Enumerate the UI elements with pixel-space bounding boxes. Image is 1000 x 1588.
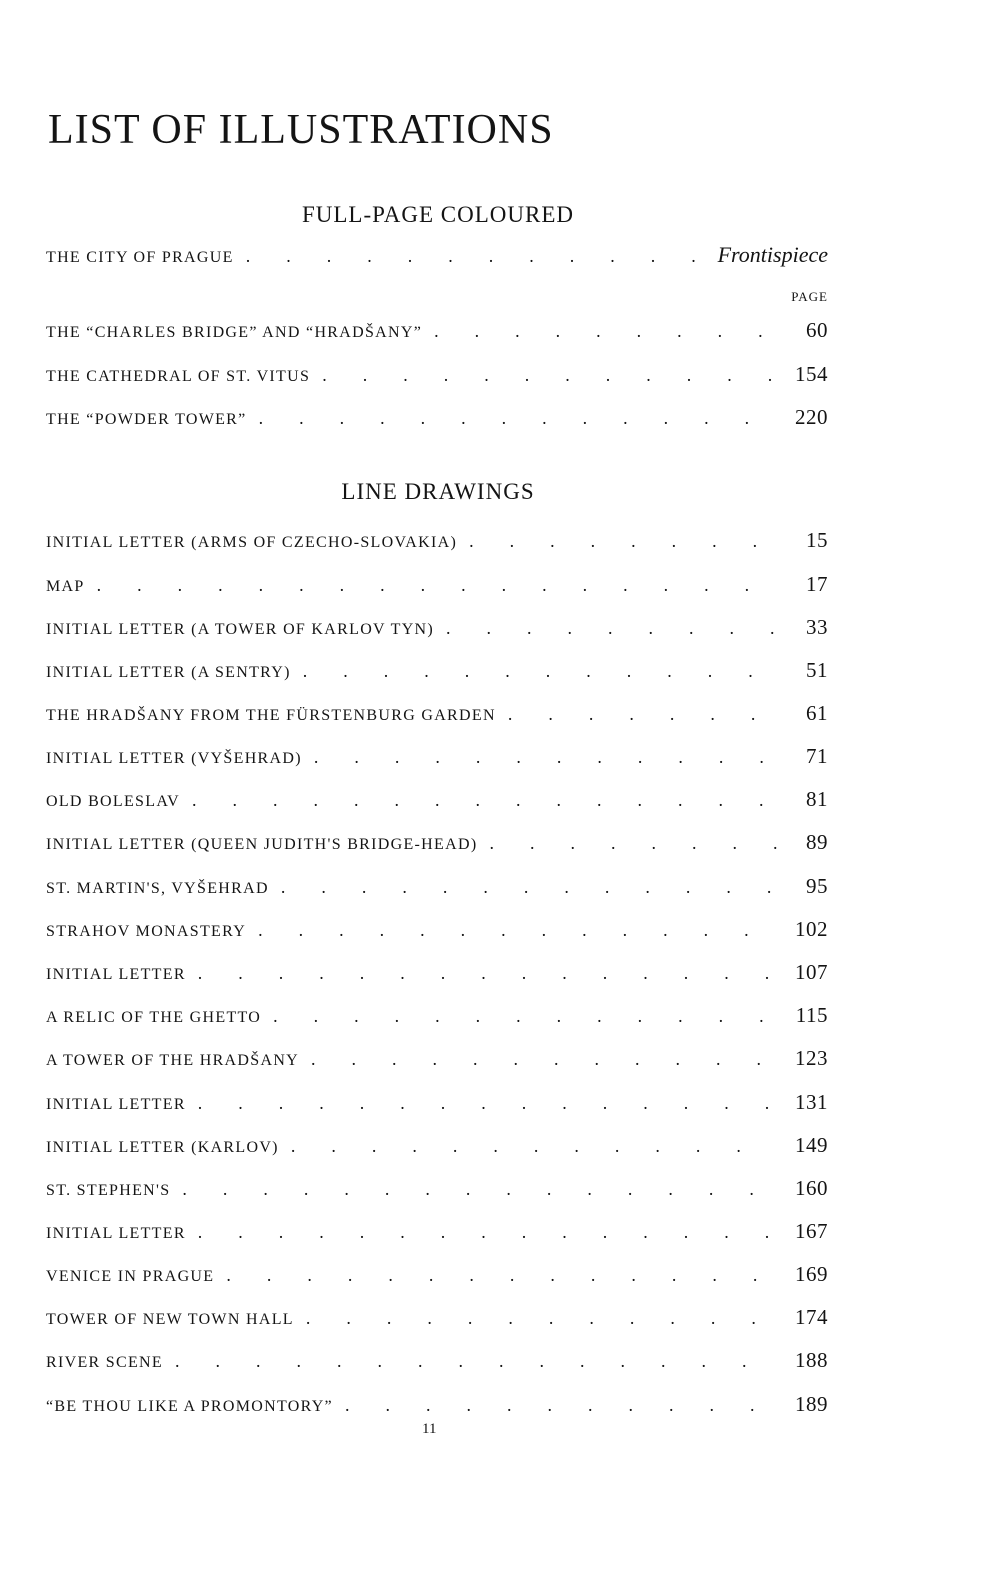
list-item (46, 874, 828, 904)
illustration-title: INITIAL LETTER (46, 966, 186, 983)
dot-leader (226, 1265, 778, 1286)
list-item (46, 1305, 828, 1335)
illustration-title: INITIAL LETTER (QUEEN JUDITH'S BRIDGE-HEAD) (46, 836, 478, 853)
illustration-title: MAP (46, 578, 85, 595)
list-item (46, 572, 828, 602)
illustration-title: TOWER OF NEW TOWN HALL (46, 1311, 294, 1328)
illustration-title: A TOWER OF THE HRADŠANY (46, 1052, 300, 1069)
dot-leader (198, 1222, 778, 1243)
illustration-title: INITIAL LETTER (KARLOV) (46, 1139, 279, 1156)
illustration-title: “BE THOU LIKE A PROMONTORY” (46, 1398, 333, 1415)
illustration-title: THE “CHARLES BRIDGE” AND “HRADŠANY” (46, 324, 423, 341)
list-item (46, 701, 828, 731)
list-item (46, 960, 828, 990)
dot-leader (345, 1395, 778, 1416)
section-heading-full-page-coloured: FULL-PAGE COLOURED (301, 202, 575, 227)
list-item (46, 1262, 828, 1292)
illustration-title: THE HRADŠANY FROM THE FÜRSTENBURG GARDEN (46, 707, 496, 724)
list-item (46, 242, 828, 272)
page-number: 71 (806, 744, 828, 768)
dot-leader (281, 877, 778, 898)
illustration-title: INITIAL LETTER (46, 1096, 186, 1113)
page-number: 15 (806, 528, 828, 552)
list-item (46, 1176, 828, 1206)
illustration-title: STRAHOV MONASTERY (46, 923, 247, 940)
dot-leader (175, 1351, 778, 1372)
page-number: 107 (795, 960, 828, 984)
list-item (46, 744, 828, 774)
page-column-label: PAGE (791, 289, 828, 304)
list-item (46, 1133, 828, 1163)
page-number: 95 (806, 874, 828, 898)
list-item (46, 917, 828, 947)
list-item (46, 1003, 828, 1033)
dot-leader (273, 1006, 778, 1027)
section-heading-line-drawings: LINE DRAWINGS (341, 479, 535, 504)
dot-leader (489, 833, 778, 854)
page-title: LIST OF ILLUSTRATIONS (48, 107, 554, 153)
list-item (46, 1392, 828, 1422)
dot-leader (97, 575, 778, 596)
dot-leader (311, 1049, 778, 1070)
page-number: 81 (806, 787, 828, 811)
page-number: 189 (795, 1392, 828, 1416)
list-item (46, 318, 828, 348)
list-item (46, 830, 828, 860)
page-number: 61 (806, 701, 828, 725)
illustration-title: THE “POWDER TOWER” (46, 411, 247, 428)
illustration-title: A RELIC OF THE GHETTO (46, 1009, 262, 1026)
dot-leader (434, 321, 778, 342)
illustration-title: INITIAL LETTER (46, 1225, 186, 1242)
dot-leader (303, 661, 778, 682)
list-item (46, 658, 828, 688)
illustration-title: THE CITY OF PRAGUE (46, 249, 234, 266)
illustration-title: INITIAL LETTER (VYŠEHRAD) (46, 750, 302, 767)
illustration-title: ST. STEPHEN'S (46, 1182, 171, 1199)
illustration-title: THE CATHEDRAL OF ST. VITUS (46, 368, 311, 385)
list-item (46, 1090, 828, 1120)
illustration-title: ST. MARTIN'S, VYŠEHRAD (46, 880, 269, 897)
page-number: 220 (795, 405, 828, 429)
page-number: Frontispiece (717, 242, 828, 267)
dot-leader (291, 1136, 778, 1157)
list-item (46, 362, 828, 392)
page-number: 123 (795, 1046, 828, 1070)
page-number: 154 (795, 362, 828, 386)
dot-leader (182, 1179, 778, 1200)
dot-leader (322, 365, 778, 386)
list-item (46, 405, 828, 435)
page-number: 188 (795, 1348, 828, 1372)
list-item (46, 615, 828, 645)
page-number: 102 (795, 917, 828, 941)
dot-leader (306, 1308, 778, 1329)
page-number: 167 (795, 1219, 828, 1243)
dot-leader (246, 246, 708, 267)
page-number: 131 (795, 1090, 828, 1114)
page-number: 169 (795, 1262, 828, 1286)
list-item (46, 1046, 828, 1076)
page-number: 60 (806, 318, 828, 342)
dot-leader (259, 408, 778, 429)
page-number: 160 (795, 1176, 828, 1200)
dot-leader (469, 531, 778, 552)
illustration-title: RIVER SCENE (46, 1354, 163, 1371)
page-number: 17 (806, 572, 828, 596)
illustration-title: VENICE IN PRAGUE (46, 1268, 215, 1285)
illustration-title: INITIAL LETTER (A SENTRY) (46, 664, 291, 681)
dot-leader (446, 618, 778, 639)
dot-leader (192, 790, 778, 811)
list-item (46, 787, 828, 817)
list-item (46, 1348, 828, 1378)
dot-leader (198, 1093, 778, 1114)
dot-leader (314, 747, 778, 768)
page-number: 33 (806, 615, 828, 639)
illustration-title: OLD BOLESLAV (46, 793, 180, 810)
page-number: 174 (795, 1305, 828, 1329)
page-number: 149 (795, 1133, 828, 1157)
dot-leader (258, 920, 778, 941)
illustration-title: INITIAL LETTER (A TOWER OF KARLOV TYN) (46, 621, 435, 638)
illustration-title: INITIAL LETTER (ARMS OF CZECHO-SLOVAKIA) (46, 534, 458, 551)
dot-leader (198, 963, 778, 984)
page-number: 89 (806, 830, 828, 854)
page-number: 115 (795, 1003, 828, 1027)
page-number: 51 (806, 658, 828, 682)
list-item (46, 1219, 828, 1249)
page-folio: 11 (422, 1421, 437, 1437)
list-item (46, 528, 828, 558)
dot-leader (508, 704, 778, 725)
